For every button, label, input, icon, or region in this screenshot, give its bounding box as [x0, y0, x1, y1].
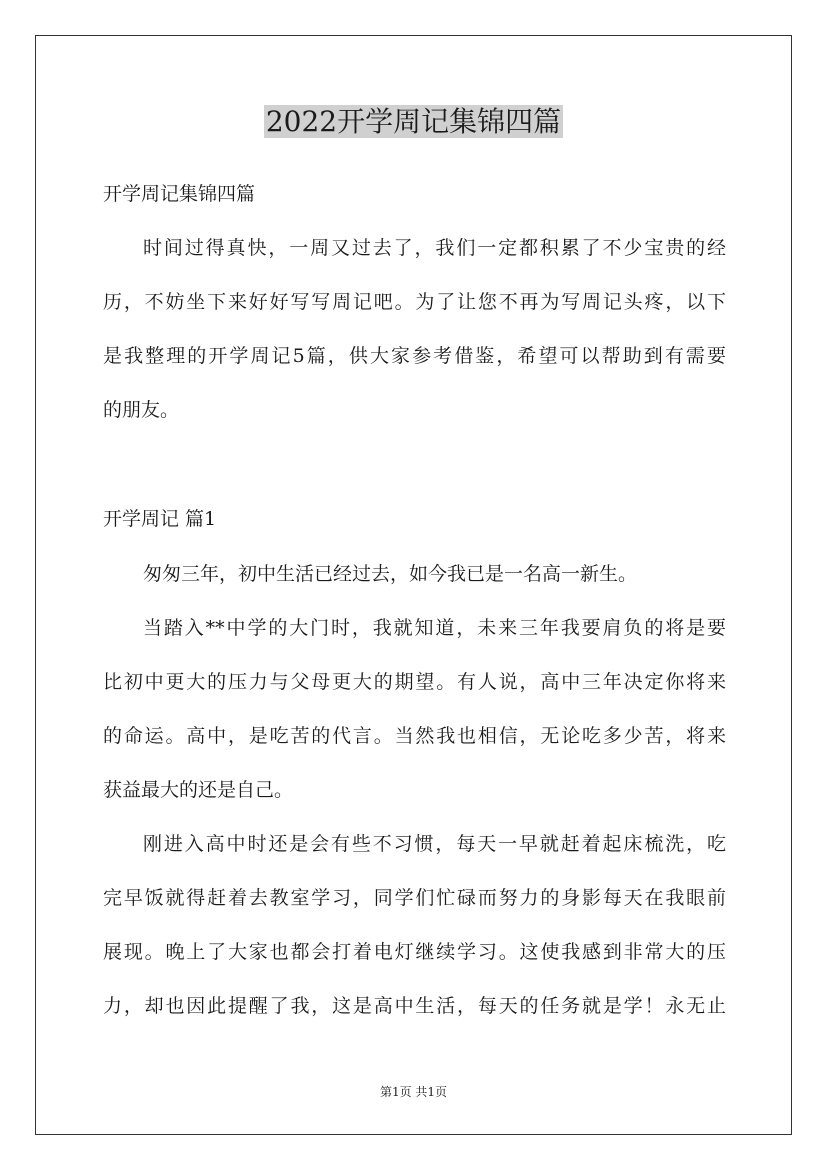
- document-subtitle: 开学周记集锦四篇: [103, 183, 256, 205]
- body-line: 展现。晚上了大家也都会打着电灯继续学习。这使我感到非常大的压: [103, 941, 726, 963]
- body-line: 比初中更大的压力与父母更大的期望。有人说，高中三年决定你将来: [103, 671, 726, 693]
- intro-line: 时间过得真快，一周又过去了，我们一定都积累了不少宝贵的经: [143, 237, 726, 259]
- body-line: 获益最大的还是自己。: [103, 779, 294, 801]
- body-line: 力，却也因此提醒了我，这是高中生活，每天的任务就是学！永无止: [103, 995, 726, 1017]
- intro-line: 历，不妨坐下来好好写写周记吧。为了让您不再为写周记头疼，以下: [103, 291, 726, 313]
- document-title-text: 2022开学周记集锦四篇: [265, 105, 562, 138]
- document-title: [0, 100, 827, 144]
- intro-line: 的朋友。: [103, 399, 180, 421]
- intro-line: 是我整理的开学周记5篇，供大家参考借鉴，希望可以帮助到有需要: [103, 345, 726, 367]
- body-line: 完早饭就得赶着去教室学习，同学们忙碌而努力的身影每天在我眼前: [103, 887, 726, 909]
- section-heading: 开学周记 篇1: [103, 508, 217, 530]
- body-line: 匆匆三年，初中生活已经过去，如今我已是一名高一新生。: [143, 563, 638, 585]
- body-line: 当踏入**中学的大门时，我就知道，未来三年我要肩负的将是要: [143, 617, 726, 639]
- page-number: 第1页 共1页: [379, 1085, 448, 1099]
- body-line: 的命运。高中，是吃苦的代言。当然我也相信，无论吃多少苦，将来: [103, 725, 726, 747]
- body-line: 刚进入高中时还是会有些不习惯，每天一早就赶着起床梳洗，吃: [143, 833, 726, 855]
